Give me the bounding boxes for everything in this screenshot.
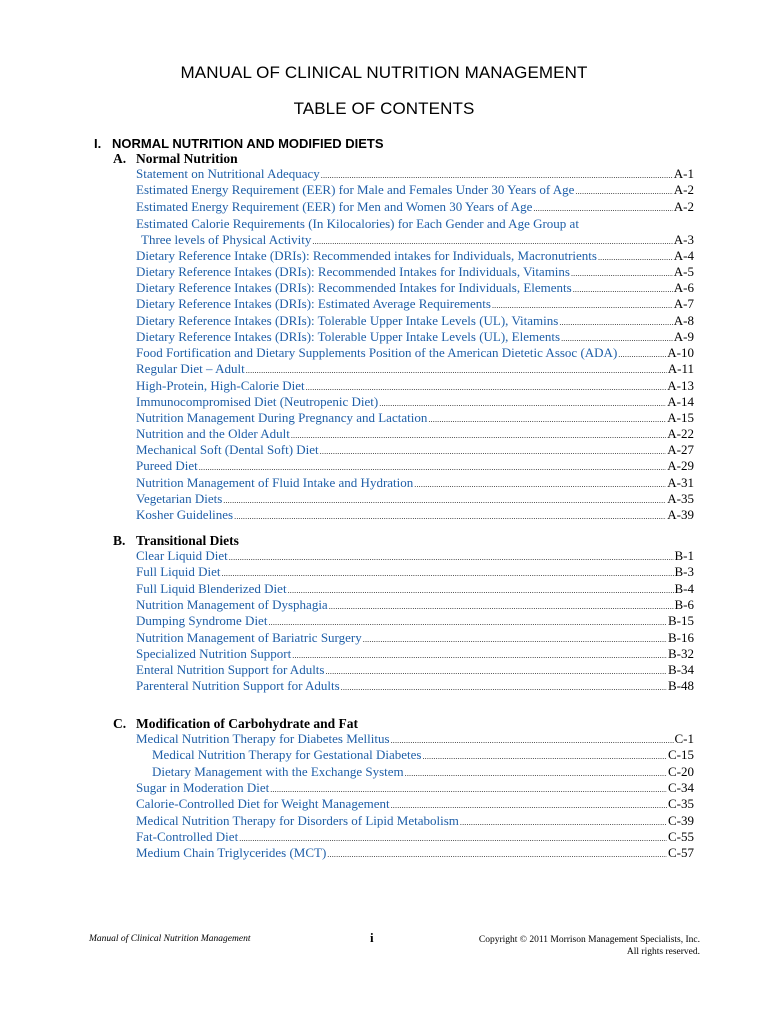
page-number: i [370,930,374,945]
toc-entry-page: B-48 [668,678,694,694]
toc-entry-page: B-32 [668,645,694,661]
toc-entry-label: Regular Diet – Adult [136,361,245,376]
footer-manual-title: Manual of Clinical Nutrition Management [89,934,251,944]
toc-entry-page: A-8 [673,313,694,328]
copyright-text: Copyright © 2011 Morrison Management Specialists, Inc. [478,935,700,945]
subsection-letter: B. [113,533,126,548]
toc-entry[interactable] [136,662,694,678]
dot-leader [341,680,667,696]
toc-entry[interactable] [152,764,694,780]
subsection-title: Transitional Diets [136,533,239,548]
toc-entry-page: B-3 [674,564,694,580]
toc-entry-label: Calorie-Controlled Diet for Weight Management [136,796,390,812]
toc-entry[interactable] [136,329,694,345]
toc-entry-page: A-11 [667,361,694,376]
toc-entry[interactable] [136,426,694,442]
subsection-title: Modification of Carbohydrate and Fat [136,716,358,731]
dot-leader [575,184,672,200]
toc-entry[interactable] [152,747,694,763]
rights-text: All rights reserved. [626,947,700,957]
toc-entry-page: C-1 [674,731,694,746]
toc-entry-label: Three levels of Physical Activity [141,232,312,247]
subsection-c-heading [113,716,358,732]
toc-entry-page: A-1 [673,166,694,181]
toc-entry[interactable] [136,475,694,491]
toc-entry[interactable] [136,248,694,264]
toc-entry[interactable] [136,442,694,458]
toc-entry-page: B-1 [674,548,694,563]
toc-entry-label: Full Liquid Blenderized Diet [136,580,287,596]
toc-entry-page: C-55 [668,828,694,844]
toc-entry[interactable] [136,613,694,629]
dot-leader [492,298,673,314]
toc-entry-label: Pureed Diet [136,458,198,473]
toc-entry-page: A-13 [667,378,694,393]
toc-entry-page: B-6 [674,596,694,612]
toc-entry-page: C-15 [668,747,694,763]
toc-entry-label: Dumping Syndrome Diet [136,613,268,629]
toc-entry[interactable] [136,581,694,597]
toc-entry-page: B-4 [674,580,694,596]
toc-entry-label: Dietary Reference Intakes (DRIs): Recommended Intakes for Individuals, Vitamins [136,264,570,279]
section-title: NORMAL NUTRITION AND MODIFIED DIETS [112,136,384,151]
toc-entry[interactable] [136,199,694,215]
toc-entry-label: Medical Nutrition Therapy for Diabetes Mellitus [136,731,390,746]
toc-entry[interactable] [136,410,694,426]
toc-entry[interactable] [136,678,694,694]
toc-entry-label: Statement on Nutritional Adequacy [136,166,320,181]
toc-entry-label: Fat-Controlled Diet [136,828,239,844]
toc-entry-label: Nutrition Management of Bariatric Surgery [136,629,362,645]
toc-entry-page: A-2 [673,182,694,197]
toc-entry-label: Mechanical Soft (Dental Soft) Diet [136,442,319,457]
toc-entry-page: A-27 [667,442,694,457]
section-heading [94,136,384,151]
toc-entry[interactable] [136,313,694,329]
toc-entry-page: B-16 [668,629,694,645]
toc-entry-label: Estimated Energy Requirement (EER) for Men and Women 30 Years of Age [136,199,533,214]
toc-entry[interactable] [136,829,694,845]
toc-entry-label: Food Fortification and Dietary Supplements Position of the American Dietetic Assoc (ADA) [136,345,618,360]
document-title: MANUAL OF CLINICAL NUTRITION MANAGEMENT [180,63,588,82]
toc-entry-label: High-Protein, High-Calorie Diet [136,378,305,393]
toc-entry[interactable] [136,630,694,646]
toc-entry[interactable] [136,507,694,523]
footer-copyright [479,934,700,958]
toc-entry-page: A-39 [667,507,694,522]
toc-entry-label: Medium Chain Triglycerides (MCT) [136,845,327,861]
dot-leader [327,847,667,863]
toc-entry-page: C-20 [668,763,694,779]
toc-entry-label: Nutrition Management of Fluid Intake and Hydration [136,475,414,490]
toc-entry-label: Dietary Reference Intake (DRIs): Recommended intakes for Individuals, Macronutrients [136,248,597,263]
toc-entry-label: Clear Liquid Diet [136,548,228,563]
dot-leader [246,363,667,379]
toc-entry-page: A-6 [673,280,694,295]
toc-entry-label: Nutrition and the Older Adult [136,426,290,441]
toc-entry-page: A-10 [667,345,694,360]
toc-entry-label: Medical Nutrition Therapy for Gestational Diabetes [152,747,422,763]
toc-entry-page: C-57 [668,845,694,861]
toc-entry[interactable] [136,845,694,861]
toc-entry-label: Dietary Reference Intakes (DRIs): Tolerable Upper Intake Levels (UL), Vitamins [136,313,559,328]
toc-entry[interactable] [136,361,694,377]
toc-entry-page: C-34 [668,779,694,795]
toc-entry-label: Full Liquid Diet [136,564,221,580]
toc-entry-label: Kosher Guidelines [136,507,234,522]
toc-entry[interactable] [136,548,694,564]
toc-entry[interactable] [136,378,694,394]
toc-entry[interactable] [136,264,694,280]
toc-entry-label: Vegetarian Diets [136,491,223,506]
toc-entry[interactable] [136,780,694,796]
toc-entry-page: A-22 [667,426,694,441]
subsection-letter: C. [113,716,127,731]
toc-entry-page: A-5 [673,264,694,279]
toc-entry-page: A-31 [667,475,694,490]
toc-entry[interactable] [136,345,694,361]
toc-entry-label: Sugar in Moderation Diet [136,779,270,795]
toc-entry[interactable] [141,232,694,248]
toc-entry-label: Parenteral Nutrition Support for Adults [136,678,340,694]
dot-leader [533,201,672,217]
toc-entry-page: A-7 [673,296,694,311]
toc-entry[interactable] [136,280,694,296]
section-number: I. [94,136,102,151]
toc-entry[interactable] [136,166,694,182]
toc-entry-page: A-2 [673,199,694,214]
toc-entry-label: Dietary Reference Intakes (DRIs): Estimated Average Requirements [136,296,491,311]
toc-entry-label: Nutrition Management During Pregnancy and Lactation [136,410,428,425]
toc-entry[interactable] [136,458,694,474]
toc-entry[interactable] [136,394,694,410]
toc-entry-page: A-3 [673,232,694,247]
toc-entry-label: Medical Nutrition Therapy for Disorders of Lipid Metabolism [136,812,459,828]
toc-entry-page: A-35 [667,491,694,506]
subsection-b-heading [113,533,239,549]
toc-entry-page: C-35 [668,796,694,812]
dot-leader [234,509,666,525]
toc-entry[interactable] [136,813,694,829]
toc-entry[interactable] [136,564,694,580]
toc-entry-label: Specialized Nutrition Support [136,645,292,661]
toc-entry[interactable] [136,796,694,812]
toc-entry[interactable] [136,491,694,507]
toc-entry[interactable] [136,731,694,747]
toc-entry-page: A-4 [673,248,694,263]
toc-entry-label: Dietary Reference Intakes (DRIs): Tolerable Upper Intake Levels (UL), Elements [136,329,561,344]
toc-title: TABLE OF CONTENTS [293,99,475,118]
toc-entry-page: A-29 [667,458,694,473]
toc-entry-label: Nutrition Management of Dysphagia [136,596,328,612]
toc-entry[interactable] [136,646,694,662]
toc-entry-heading[interactable]: Estimated Calorie Requirements (In Kilocalories) for Each Gender and Age Group at [136,216,579,231]
toc-entry-page: B-15 [668,613,694,629]
toc-entry-label: Dietary Management with the Exchange System [152,763,404,779]
toc-entry[interactable] [136,296,694,312]
toc-entry-page: A-14 [667,394,694,409]
toc-entry-page: A-9 [673,329,694,344]
toc-entry-page: B-34 [668,662,694,678]
toc-entry-label: Immunocompromised Diet (Neutropenic Diet) [136,394,379,409]
toc-entry[interactable] [136,597,694,613]
toc-entry-page: C-39 [668,812,694,828]
toc-entry-label: Estimated Energy Requirement (EER) for Male and Females Under 30 Years of Age [136,182,575,197]
toc-entry[interactable] [136,182,694,198]
dot-leader [199,460,667,476]
toc-entry-label: Enteral Nutrition Support for Adults [136,662,325,678]
toc-entry-label: Dietary Reference Intakes (DRIs): Recommended Intakes for Individuals, Elements [136,280,572,295]
subsection-a-heading [113,151,238,167]
subsection-letter: A. [113,151,127,166]
subsection-title: Normal Nutrition [136,151,238,166]
toc-entry-page: A-15 [667,410,694,425]
